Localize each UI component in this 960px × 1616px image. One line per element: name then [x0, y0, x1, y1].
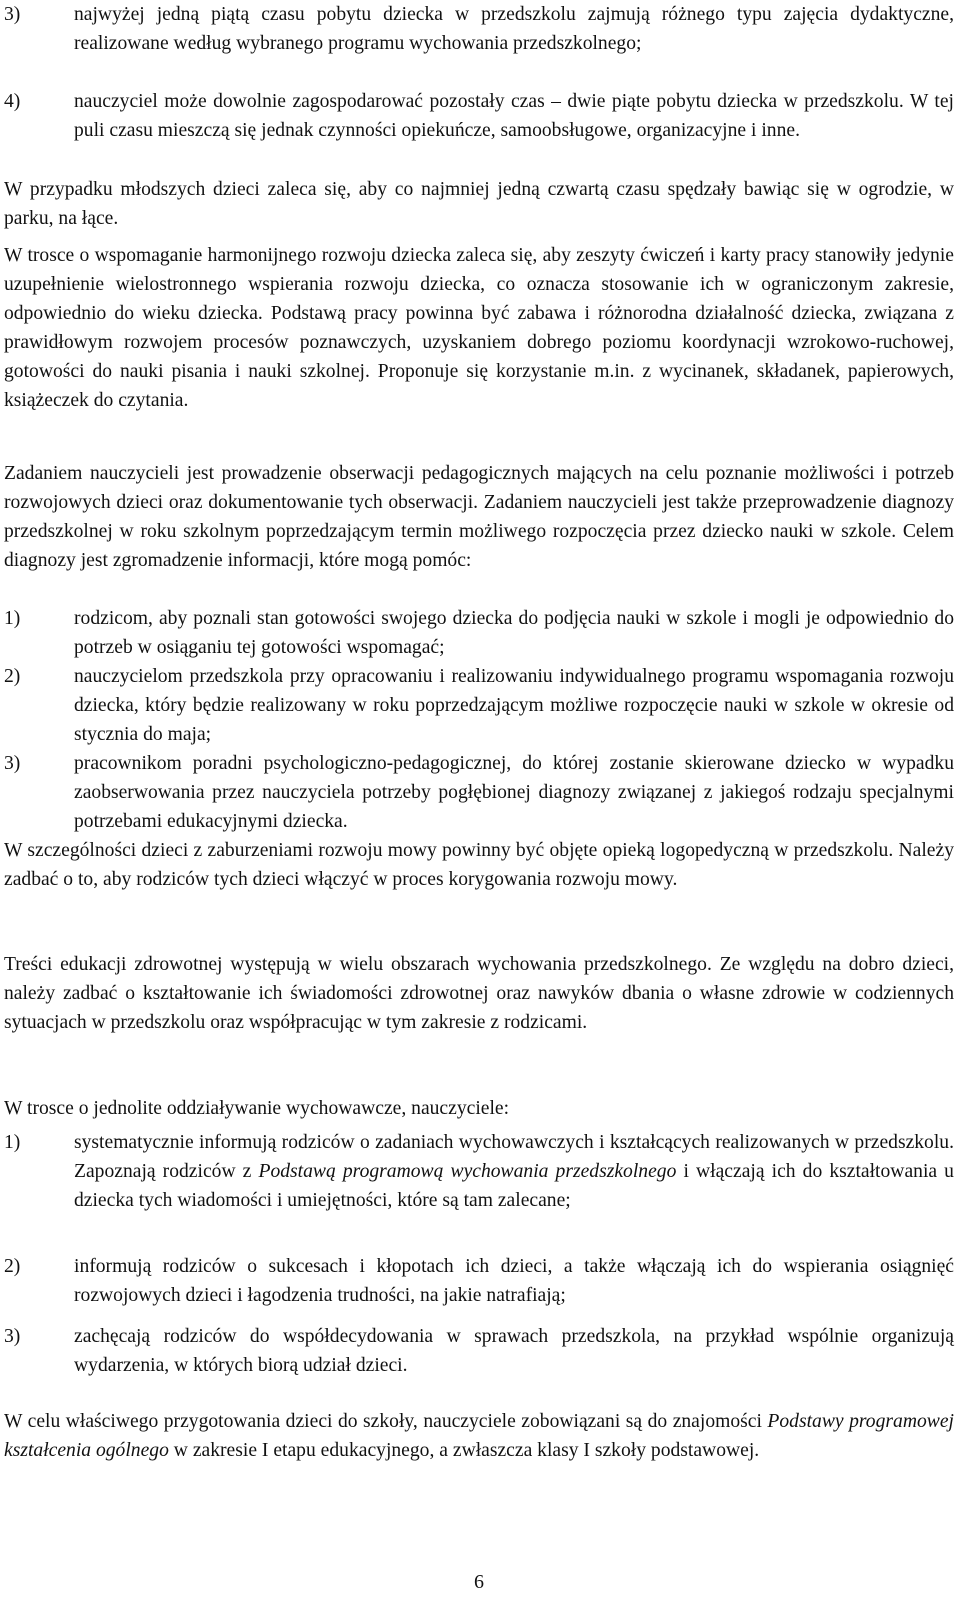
list-number: 1) — [4, 608, 21, 629]
text-run: i włączają ich do kształtowania u dziecka tych wiadomości i umiejętności, które są tam zalecane; — [74, 1161, 954, 1211]
paragraph: Zadaniem nauczycieli jest prowadzenie obserwacji pedagogicznych mających na celu poznanie możliwości i potrzeb rozwojowych dzieci oraz dokumentowanie tych obserwacji. Zadaniem nauczycieli jest także przeprowadzenie diagnozy przedszkolnej w roku szkolnym poprzedzającym termin możliwego rozpoczęcia przez dziecko nauki w szkole. Celem diagnozy jest zgromadzenie informacji, które mogą pomóc: — [4, 463, 954, 571]
paragraph: Treści edukacji zdrowotnej występują w wielu obszarach wychowania przedszkolnego. Ze względu na dobro dzieci, należy zadbać o kształtowanie ich świadomości zdrowotnej oraz nawyków dbania o własne zdrowie w codziennych sytuacjach w przedszkolu oraz współpracując w tym zakresie z rodzicami. — [4, 954, 954, 1033]
text-run: W celu właściwego przygotowania dzieci do szkoły, nauczyciele zobowiązani są do znajomości — [4, 1411, 768, 1432]
paragraph: W przypadku młodszych dzieci zaleca się, aby co najmniej jedną czwartą czasu spędzały bawiąc się w ogrodzie, w parku, na łące. — [4, 179, 954, 229]
paragraph: W szczególności dzieci z zaburzeniami rozwoju mowy powinny być objęte opieką logopedyczną w przedszkolu. Należy zadbać o to, aby rodziców tych dzieci włączyć w proces korygowania rozwoju mowy. — [4, 840, 954, 890]
page-number: 6 — [474, 1571, 484, 1593]
italic-title: Podstawą programową wychowania przedszkolnego — [258, 1161, 677, 1182]
paragraph: W trosce o jednolite oddziaływanie wychowawcze, nauczyciele: — [4, 1098, 510, 1119]
list-item-text: nauczyciel może dowolnie zagospodarować pozostały czas – dwie piąte pobytu dziecka w przedszkolu. W tej puli czasu mieszczą się jednak czynności opiekuńcze, samoobsługowe, organizacyjne i inne. — [74, 91, 954, 141]
paragraph — [4, 1407, 954, 1465]
italic-title: Podstawy programowej kształcenia ogólnego — [4, 1411, 954, 1461]
list-item-text: zachęcają rodziców do współdecydowania w sprawach przedszkola, na przykład wspólnie organizują wydarzenia, w których biorą udział dzieci. — [74, 1326, 954, 1376]
list-number: 2) — [4, 666, 21, 687]
list-item-text — [74, 1128, 954, 1215]
list-number: 3) — [4, 753, 21, 774]
list-item-text: informują rodziców o sukcesach i kłopotach ich dzieci, a także włączają ich do wspierania osiągnięć rozwojowych dzieci i łagodzenia trudności, na jakie natrafiają; — [74, 1256, 954, 1306]
text-run: systematycznie informują rodziców o zadaniach wychowawczych i kształcących realizowanych w przedszkolu. Zapoznają rodziców z — [74, 1132, 954, 1182]
text-run: w zakresie I etapu edukacyjnego, a zwłaszcza klasy I szkoły podstawowej. — [168, 1440, 760, 1461]
list-number: 2) — [4, 1256, 21, 1277]
list-item-text: rodzicom, aby poznali stan gotowości swojego dziecka do podjęcia nauki w szkole i mogli je odpowiednio do potrzeb w osiąganiu tej gotowości wspomagać; — [74, 608, 954, 658]
list-item-text: nauczycielom przedszkola przy opracowaniu i realizowaniu indywidualnego programu wspomagania rozwoju dziecka, który będzie realizowany w roku poprzedzającym możliwe rozpoczęcie nauki w szkole w okresie od stycznia do maja; — [74, 666, 954, 745]
paragraph: W trosce o wspomaganie harmonijnego rozwoju dziecka zaleca się, aby zeszyty ćwiczeń i karty pracy stanowiły jedynie uzupełnienie wielostronnego wspierania rozwoju dziecka, co oznacza stosowanie ich w ograniczonym zakresie, odpowiednio do wieku dziecka. Podstawą pracy powinna być zabawa i różnorodna działalność dziecka, związana z prawidłowym rozwojem procesów poznawczych, uzyskaniem dobrego poziomu koordynacji wzrokowo-ruchowej, gotowości do nauki pisania i nauki szkolnej. Proponuje się korzystanie m.in. z wycinanek, składanek, papierowych, książeczek do czytania. — [4, 245, 954, 411]
list-number: 3) — [4, 4, 21, 25]
list-item-text: najwyżej jedną piątą czasu pobytu dziecka w przedszkolu zajmują różnego typu zajęcia dydaktyczne, realizowane według wybranego programu wychowania przedszkolnego; — [74, 4, 954, 54]
document-page — [4, 0, 954, 1616]
list-number: 1) — [4, 1132, 21, 1153]
list-item-text: pracownikom poradni psychologiczno-pedagogicznej, do której zostanie skierowane dziecko w wypadku zaobserwowania przez nauczyciela potrzeby pogłębionej diagnozy związanej z jakiegoś rodzaju specjalnymi potrzebami edukacyjnymi dziecka. — [74, 753, 954, 832]
list-number: 4) — [4, 91, 21, 112]
list-number: 3) — [4, 1326, 21, 1347]
